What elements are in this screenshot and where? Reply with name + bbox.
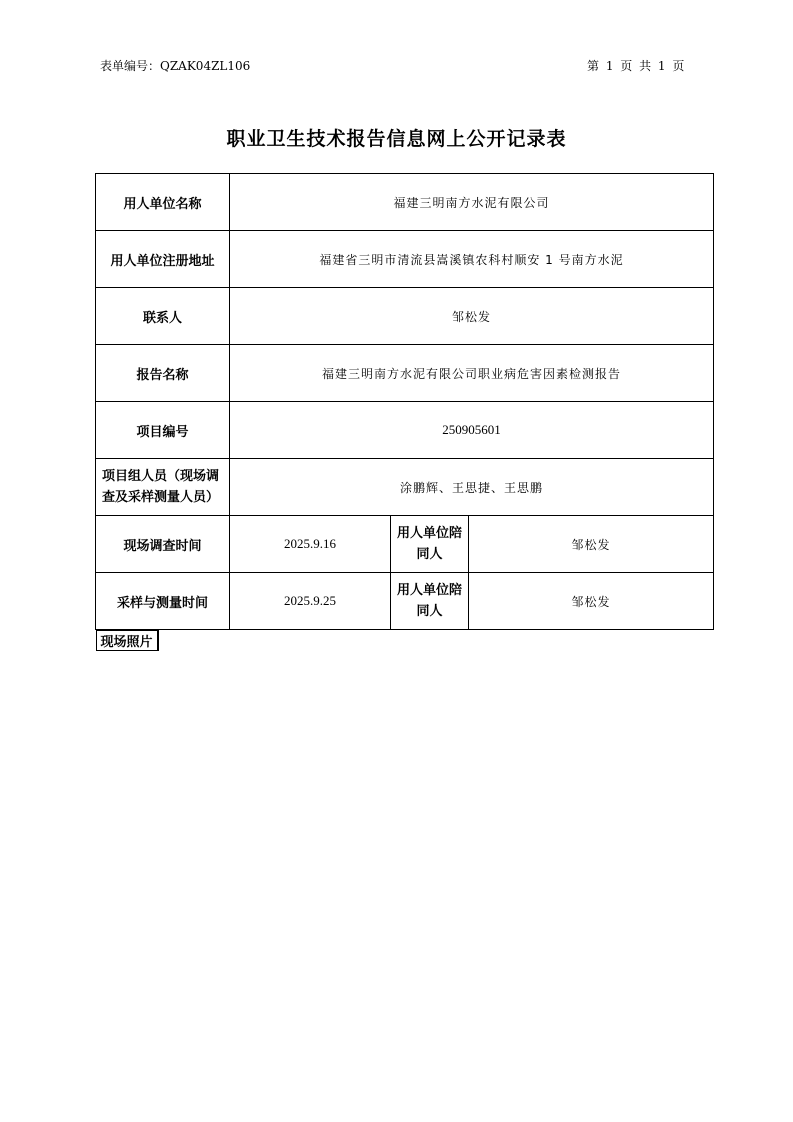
- row-contact: [96, 288, 714, 345]
- companion-value-1: 邹松发: [469, 516, 714, 573]
- form-number: 表单编号：QZAK04ZL106: [100, 59, 251, 73]
- site-photo-cell: [157, 631, 158, 651]
- employer-name-value: 福建三明南方水泥有限公司: [230, 174, 714, 231]
- companion-label-2: 用人单位陪同人: [391, 573, 469, 630]
- employer-name-label: 用人单位名称: [96, 174, 230, 231]
- contact-label: 联系人: [96, 288, 230, 345]
- contact-value: 邹松发: [230, 288, 714, 345]
- row-survey-time: [96, 516, 714, 573]
- row-site-photos: [96, 630, 159, 1017]
- row-employer-name: [96, 174, 714, 231]
- report-name-value: 福建三明南方水泥有限公司职业病危害因素检测报告: [230, 345, 714, 402]
- address-label: 用人单位注册地址: [96, 231, 230, 288]
- companion-value-2: 邹松发: [469, 573, 714, 630]
- address-value: 福建省三明市清流县嵩溪镇农科村顺安 1 号南方水泥: [230, 231, 714, 288]
- record-table: [95, 173, 714, 650]
- page-indicator: 第 1 页 共 1 页: [587, 59, 685, 73]
- sampling-time-value: 2025.9.25: [230, 573, 391, 630]
- companion-label-1: 用人单位陪同人: [391, 516, 469, 573]
- sampling-time-label: 采样与测量时间: [96, 573, 230, 630]
- team-value: 涂鹏辉、王思捷、王思鹏: [230, 459, 714, 516]
- row-project-number: [96, 402, 714, 459]
- project-number-value: 250905601: [230, 402, 714, 459]
- row-project-team: [96, 459, 714, 516]
- row-address: [96, 231, 714, 288]
- page-title: 职业卫生技术报告信息网上公开记录表: [226, 128, 567, 150]
- survey-time-label: 现场调查时间: [96, 516, 230, 573]
- report-name-label: 报告名称: [96, 345, 230, 402]
- project-number-label: 项目编号: [96, 402, 230, 459]
- row-sampling-time: [96, 573, 714, 630]
- survey-time-value: 2025.9.16: [230, 516, 391, 573]
- team-label: 项目组人员（现场调查及采样测量人员）: [96, 459, 230, 516]
- row-report-name: [96, 345, 714, 402]
- site-photo-label: 现场照片: [96, 631, 157, 651]
